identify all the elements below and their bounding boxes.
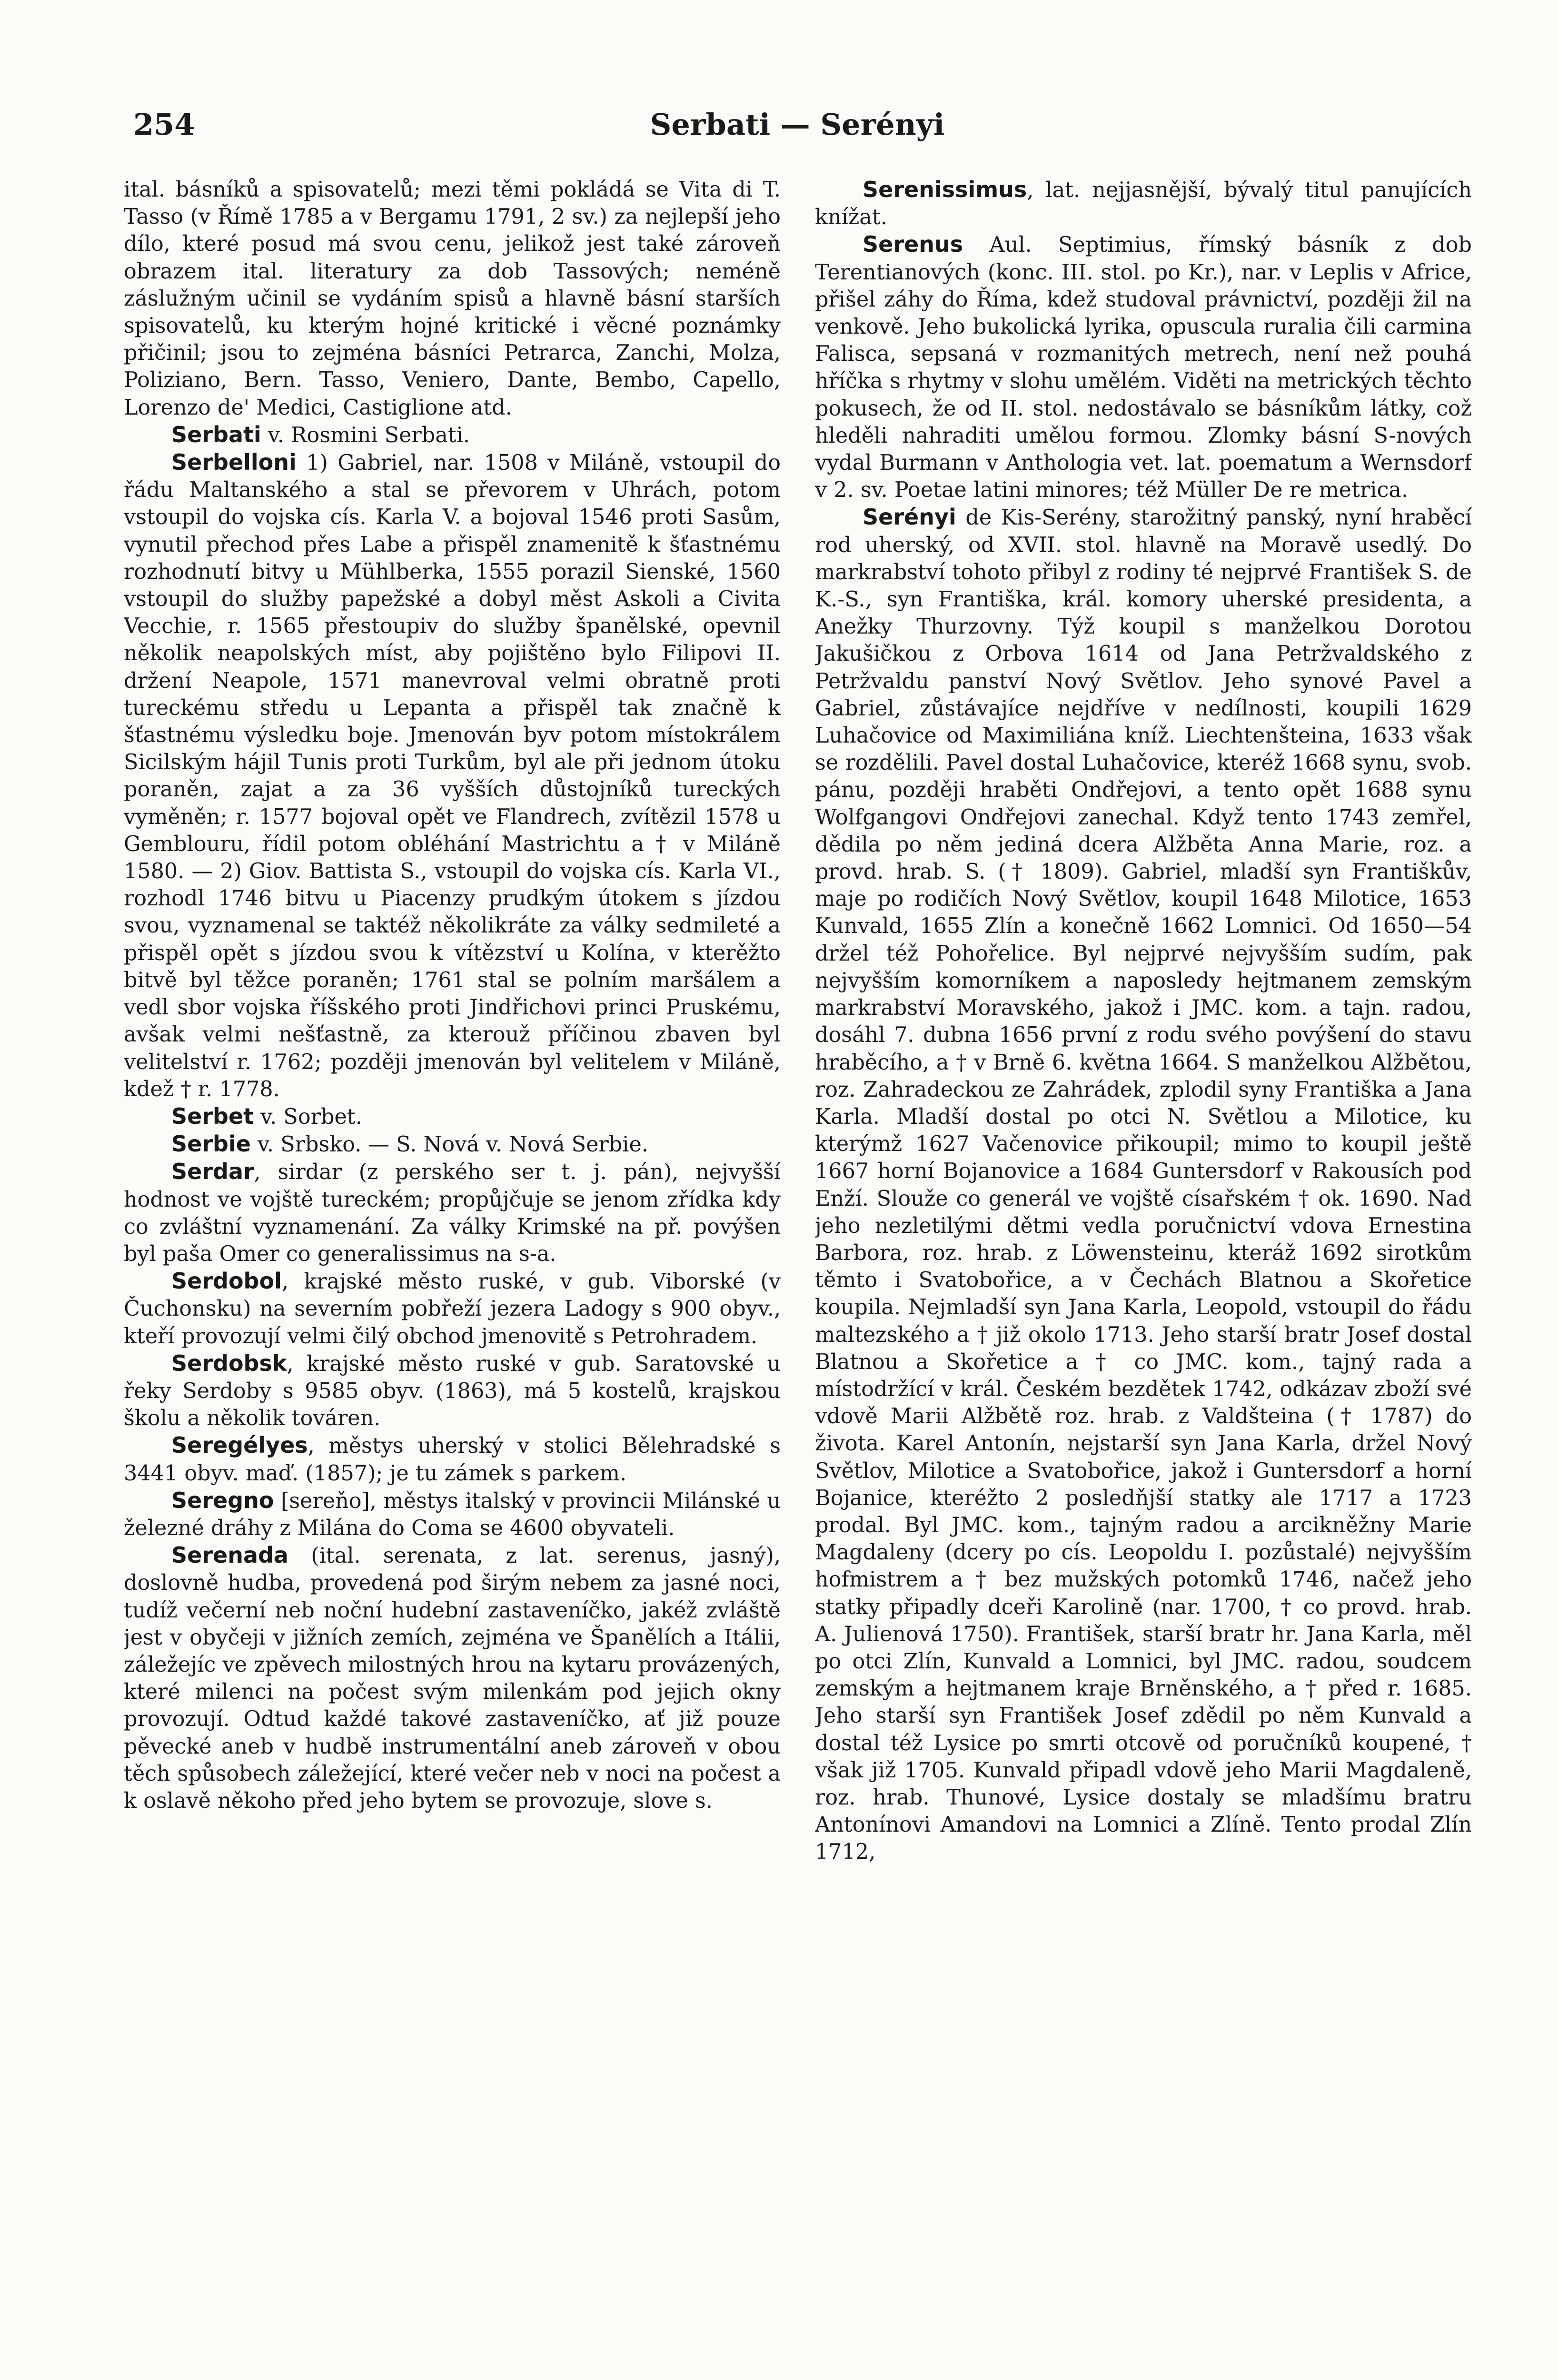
dictionary-entry xyxy=(124,1542,781,1815)
entry-text: v. Srbsko. — S. Nová v. Nová Serbie. xyxy=(250,1132,648,1157)
entry-text: Aul. Septimius, římský básník z dob Terentianových (konc. III. stol. po Kr.), nar. v Leplis v Africe, přišel záhy do Říma, kdež studoval právnictví, později žil na venkově. Jeho bukolická lyrika, opuscula ruralia čili carmina Falisca, sepsaná v rozmanitých metrech, není než pouhá hříčka s rhytmy v slohu umělém. Viděti na metrických těchto pokusech, že od II. stol. nedostávalo se básníkům látky, což hleděli nahraditi umělou formou. Zlomky básní S-nových vydal Burmann v Anthologia vet. lat. poematum a Wernsdorf v 2. sv. Poetae latini minores; též Müller De re metrica. xyxy=(815,233,1472,503)
dictionary-entry xyxy=(124,421,781,449)
entry-text: , sirdar (z perského ser t. j. pán), nejvyšší hodnost ve vojště tureckém; propůjčuje se jenom zřídka kdy co zvláštní vyznamenání. Za války Krimské na př. povýšen byl paša Omer co generalissimus na s-a. xyxy=(124,1160,781,1266)
right-column xyxy=(815,176,1472,2318)
page-number: 254 xyxy=(133,107,195,142)
running-head: Serbati — Serényi xyxy=(650,107,945,142)
entry-headword: Serdobol xyxy=(171,1268,282,1294)
entry-headword: Serbati xyxy=(171,421,261,447)
entry-headword: Serenus xyxy=(863,231,963,258)
dictionary-entry xyxy=(124,1130,781,1158)
dictionary-entry xyxy=(124,1268,781,1350)
page-header xyxy=(124,107,1471,150)
entry-text: , lat. nejjasnější, bývalý titul panujících knížat. xyxy=(815,178,1472,230)
entry-headword: Serenissimus xyxy=(863,177,1027,202)
dictionary-entry xyxy=(124,449,781,1103)
dictionary-entry xyxy=(124,176,781,421)
entry-text: , krajské město ruské, v gub. Viborské (v Čuchonsku) na severním pobřeží jezera Ladogy s 900 obyv., kteří provozují velmi čilý obchod jmenovitě s Petrohradem. xyxy=(124,1269,781,1349)
dictionary-entry xyxy=(124,1103,781,1130)
dictionary-entry xyxy=(124,1432,781,1487)
entry-headword: Serbet xyxy=(171,1103,254,1129)
entry-text: [sereňo], městys italský v provincii Milánské u železné dráhy z Milána do Coma se 4600 obyvateli. xyxy=(124,1488,781,1540)
entry-headword: Seregélyes xyxy=(171,1432,308,1458)
entry-headword: Serényi xyxy=(863,504,956,530)
dictionary-entry xyxy=(124,1487,781,1542)
left-column xyxy=(124,176,781,2318)
entry-text: , městys uherský v stolici Bělehradské s 3441 obyv. maď. (1857); je tu zámek s parkem. xyxy=(124,1434,781,1486)
dictionary-entry xyxy=(124,1158,781,1268)
entry-text: v. Rosmini Serbati. xyxy=(261,423,470,447)
dictionary-entry xyxy=(124,1350,781,1432)
entry-text: , krajské město ruské v gub. Saratovské u řeky Serdoby s 9585 obyv. (1863), má 5 kostelů, krajskou školu a několik továren. xyxy=(124,1351,781,1431)
entry-headword: Serdobsk xyxy=(171,1350,287,1376)
dictionary-entry xyxy=(815,231,1472,504)
entry-headword: Serbie xyxy=(171,1131,251,1157)
entry-headword: Seregno xyxy=(171,1487,274,1513)
entry-headword: Serenada xyxy=(171,1542,288,1568)
entry-text: de Kis-Serény, starožitný panský, nyní hraběcí rod uherský, od XVII. stol. hlavně na Moravě usedlý. Do markrabství tohoto přibyl z rodiny té nejprvé František S. de K.-S., syn Františka, král. komory uherské presidenta, a Anežky Thurzovny. Týž koupil s manželkou Dorotou Jakušičkou z Orbova 1614 od Jana Petržvaldského z Petržvaldu panství Nový Světlov. Jeho synové Pavel a Gabriel, zůstávajíce nejdříve v nedílnosti, koupili 1629 Luhačovice od Maximiliána kníž. Liechtenšteina, 1633 však se rozdělili. Pavel dostal Luhačovice, kteréž 1668 synu, svob. pánu, později hraběti Ondřejovi, a tento opět 1688 synu Wolfgangovi Ondřejovi zanechal. Když tento 1743 zemřel, dědila po něm jediná dcera Alžběta Anna Marie, roz. a provd. hrab. S. († 1809). Gabriel, mladší syn Františkův, maje po rodičích Nový Světlov, koupil 1648 Milotice, 1653 Kunvald, 1655 Zlín a konečně 1662 Lomnici. Od 1650—54 držel též Pohořelice. Byl nejprvé nejvyšším sudím, pak nejvyšším komorníkem a naposledy hejtmanem zemským markrabství Moravského, jakož i JMC. kom. a tajn. radou, dosáhl 7. dubna 1656 první z rodu svého povýšení do stavu hraběcího, a † v Brně 6. května 1664. S manželkou Alžbětou, roz. Zahradeckou ze Zahrádek, zplodil syny Františka a Jana Karla. Mladší dostal po otci N. Světlou a Milotice, ku kterýmž 1627 Vačenovice přikoupil; mimo to koupil ještě 1667 horní Bojanovice a 1684 Guntersdorf v Rakousích pod Enží. Slouže co generál ve vojště císařském † ok. 1690. Nad jeho nezletilými dětmi vedla poručnictví vdova Ernestina Barbora, roz. hrab. z Löwensteinu, kteráž 1692 sirotkům těmto i Svatobořice, a v Čechách Blatnou a Skořetice koupila. Nejmladší syn Jana Karla, Leopold, vstoupil do řádu maltezského a † již okolo 1713. Jeho starší bratr Josef dostal Blatnou a Skořetice a † co JMC. kom., tajný rada a místodržící v král. Českém bezdětek 1742, odkázav zboží své vdově Marii Alžbětě roz. hrab. z Valdšteina († 1787) do života. Karel Antonín, nejstarší syn Jana Karla, držel Nový Světlov, Milotice a Svatobořice, jakož i Guntersdorf a horní Bojanice, kteréžto 2 posledňjší statky ale 1717 a 1723 prodal. Byl JMC. kom., tajným radou a arcikněžny Marie Magdaleny (dcery po cís. Leopoldu I. pozůstalé) nejvyšším hofmistrem a † bez mužských potomků 1746, načež jeho statky připadly dceři Karolině (nar. 1700, † co provd. hrab. A. Julienová 1750). František, starší bratr hr. Jana Karla, měl po otci Zlín, Kunvald a Lomnici, byl JMC. radou, soudcem zemským a hejtmanem kraje Brněnského, a † před r. 1685. Jeho starší syn František Josef zdědil po něm Kunvald a dostal též Lysice po smrti otcově od poručníků koupené, † však již 1705. Kunvald připadl vdově jeho Marii Magdaleně, roz. hrab. Thunové, Lysice dostaly se mladšímu bratru Antonínovi Amandovi na Lomnici a Zlíně. Tento prodal Zlín 1712, xyxy=(815,506,1472,1864)
dictionary-entry xyxy=(815,176,1472,231)
entry-text: ital. básníků a spisovatelů; mezi těmi pokládá se Vita di T. Tasso (v Římě 1785 a v Bergamu 1791, 2 sv.) za nejlepší jeho dílo, které posud má svou cenu, jelikož jest také zároveň obrazem ital. literatury za dob Tassových; neméně záslužným učinil se vydáním spisů a hlavně básní starších spisovatelů, ku kterým hojné kritické i věcné poznámky přičinil; jsou to zejména básníci Petrarca, Zanchi, Molza, Poliziano, Bern. Tasso, Veniero, Dante, Bembo, Capello, Lorenzo de' Medici, Castiglione atd. xyxy=(124,178,781,420)
entry-headword: Serbelloni xyxy=(171,449,297,476)
entry-text: (ital. serenata, z lat. serenus, jasný), doslovně hudba, provedená pod širým nebem za jasné noci, tudíž večerní neb noční hudební zastaveníčko, jakéž zvláště jest v obyčeji v jižních zemích, zejména ve Španělích a Itálii, záležejíc ve zpěvech milostných hrou na kytaru provázených, které milenci na počest svým milenkám pod jejich okny provozují. Odtud každé takové zastaveníčko, ať již pouze pěvecké aneb v hudbě instrumentální aneb zároveň v obou těch spůsobech záležející, které večer neb v noci na počest a k oslavě někoho před jeho bytem se provozuje, slove s. xyxy=(124,1544,781,1813)
entry-headword: Serdar xyxy=(171,1159,254,1185)
dictionary-entry xyxy=(815,504,1472,1865)
entry-text: v. Sorbet. xyxy=(254,1104,362,1129)
entry-text: 1) Gabriel, nar. 1508 v Miláně, vstoupil do řádu Maltanského a stal se převorem v Uhrách, potom vstoupil do vojska cís. Karla V. a bojoval 1546 proti Sasům, vynutil přechod přes Labe a přispěl znamenitě k šťastnému rozhodnutí bitvy u Mühlberka, 1555 porazil Sienské, 1560 vstoupil do služby papežské a dobyl měst Askoli a Civita Vecchie, r. 1565 přestoupiv do služby španělské, opevnil několik neapolských míst, aby pojištěno bylo Filipovi II. držení Neapole, 1571 manevroval velmi obratně proti tureckému středu u Lepanta a přispěl tak značně k šťastnému výsledku boje. Jmenován byv potom místokrálem Sicilským hájil Tunis proti Turkům, byl ale při jednom útoku poraněn, zajat a za 36 vyšších důstojníků tureckých vyměněn; r. 1577 bojoval opět ve Flandrech, zvítězil 1578 u Gemblouru, řídil potom obléhání Mastrichtu a † v Miláně 1580. — 2) Giov. Battista S., vstoupil do vojska cís. Karla VI., rozhodl 1746 bitvu u Piacenzy prudkým útokem s jízdou svou, vyznamenal se taktéž několikráte za války sedmileté a přispěl opět s jízdou svou k vítězství u Kolína, v kterěžto bitvě byl těžce poraněn; 1761 stal se polním maršálem a vedl sbor vojska říšského proti Jindřichovi princi Pruskému, avšak velmi nešťastně, za kterouž příčinou zbaven byl velitelství r. 1762; později jmenován byl velitelem v Miláně, kdež † r. 1778. xyxy=(124,451,781,1101)
